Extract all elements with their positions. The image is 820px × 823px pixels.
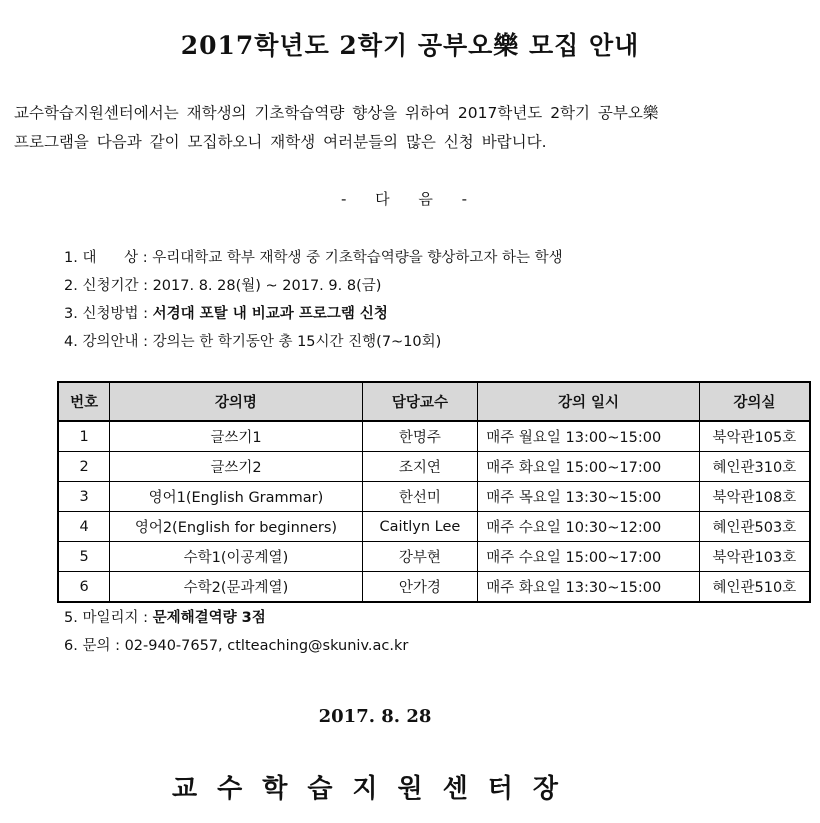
intro-paragraph <box>14 99 810 157</box>
header-schedule: 강의 일시 <box>478 382 700 421</box>
info-value: 서경대 포탈 내 비교과 프로그램 신청 <box>152 306 388 322</box>
info-value: 우리대학교 학부 재학생 중 기초학습역량을 향상하고자 하는 학생 <box>152 250 563 266</box>
info-label: 3. 신청방법 : <box>64 306 153 322</box>
cell-room: 북악관103호 <box>699 542 810 572</box>
cell-room: 혜인관503호 <box>699 512 810 542</box>
info-label: 5. 마일리지 : <box>64 610 153 626</box>
cell-number: 5 <box>58 542 110 572</box>
cell-professor: 한명주 <box>362 421 478 452</box>
cell-room: 혜인관310호 <box>699 452 810 482</box>
cell-course: 영어2(English for beginners) <box>110 512 362 542</box>
table-row <box>58 572 810 603</box>
info-label: 6. 문의 : <box>64 638 125 654</box>
info-value: 02-940-7657, ctlteaching@skuniv.ac.kr <box>124 638 409 654</box>
cell-schedule: 매주 화요일 13:30~15:00 <box>478 572 700 603</box>
cell-professor: 한선미 <box>362 482 478 512</box>
header-room: 강의실 <box>699 382 810 421</box>
table-row <box>58 482 810 512</box>
cell-schedule: 매주 월요일 13:00~15:00 <box>478 421 700 452</box>
table-row <box>58 542 810 572</box>
cell-room: 북악관105호 <box>699 421 810 452</box>
cell-number: 6 <box>58 572 110 603</box>
table-row <box>58 452 810 482</box>
cell-schedule: 매주 수요일 10:30~12:00 <box>478 512 700 542</box>
cell-number: 4 <box>58 512 110 542</box>
info-label: 2. 신청기간 : <box>64 278 153 294</box>
info-list-2 <box>64 604 804 660</box>
info-item-target <box>64 244 804 272</box>
schedule-table <box>57 381 811 603</box>
info-list <box>64 244 804 356</box>
table-header-row <box>58 382 810 421</box>
info-item-method <box>64 300 804 328</box>
signature: 교수학습지원센터장 <box>171 774 579 804</box>
info-item-period <box>64 272 804 300</box>
info-label: 4. 강의안내 : <box>64 334 153 350</box>
cell-schedule: 매주 화요일 15:00~17:00 <box>478 452 700 482</box>
cell-course: 수학1(이공계열) <box>110 542 362 572</box>
table-row <box>58 421 810 452</box>
cell-professor: 조지연 <box>362 452 478 482</box>
cell-number: 2 <box>58 452 110 482</box>
info-value: 문제해결역량 3점 <box>152 610 266 626</box>
info-item-guide <box>64 328 804 356</box>
cell-professor: Caitlyn Lee <box>362 512 478 542</box>
intro-line-2: 프로그램을 다음과 같이 모집하오니 재학생 여러분들의 많은 신청 바랍니다. <box>14 133 547 151</box>
info-value: 2017. 8. 28(월) ~ 2017. 9. 8(금) <box>152 278 382 294</box>
cell-schedule: 매주 목요일 13:30~15:00 <box>478 482 700 512</box>
cell-course: 글쓰기2 <box>110 452 362 482</box>
section-separator: - 다 음 - <box>340 190 480 208</box>
cell-professor: 안가경 <box>362 572 478 603</box>
cell-course: 글쓰기1 <box>110 421 362 452</box>
cell-number: 3 <box>58 482 110 512</box>
cell-course: 영어1(English Grammar) <box>110 482 362 512</box>
header-number: 번호 <box>58 382 110 421</box>
header-professor: 담당교수 <box>362 382 478 421</box>
cell-number: 1 <box>58 421 110 452</box>
info-value: 강의는 한 학기동안 총 15시간 진행(7~10회) <box>152 334 442 350</box>
table-row <box>58 512 810 542</box>
cell-room: 혜인관510호 <box>699 572 810 603</box>
document-title: 2017학년도 2학기 공부오樂 모집 안내 <box>180 31 640 60</box>
document-date: 2017. 8. 28 <box>318 706 432 727</box>
cell-professor: 강부현 <box>362 542 478 572</box>
header-course: 강의명 <box>110 382 362 421</box>
cell-room: 북악관108호 <box>699 482 810 512</box>
intro-line-1: 교수학습지원센터에서는 재학생의 기초학습역량 향상을 위하여 2017학년도 2학기 공부오樂 <box>14 104 659 122</box>
info-label: 1. 대 상 : <box>64 250 153 266</box>
info-item-contact <box>64 632 804 660</box>
cell-course: 수학2(문과계열) <box>110 572 362 603</box>
info-item-mileage <box>64 604 804 632</box>
cell-schedule: 매주 수요일 15:00~17:00 <box>478 542 700 572</box>
